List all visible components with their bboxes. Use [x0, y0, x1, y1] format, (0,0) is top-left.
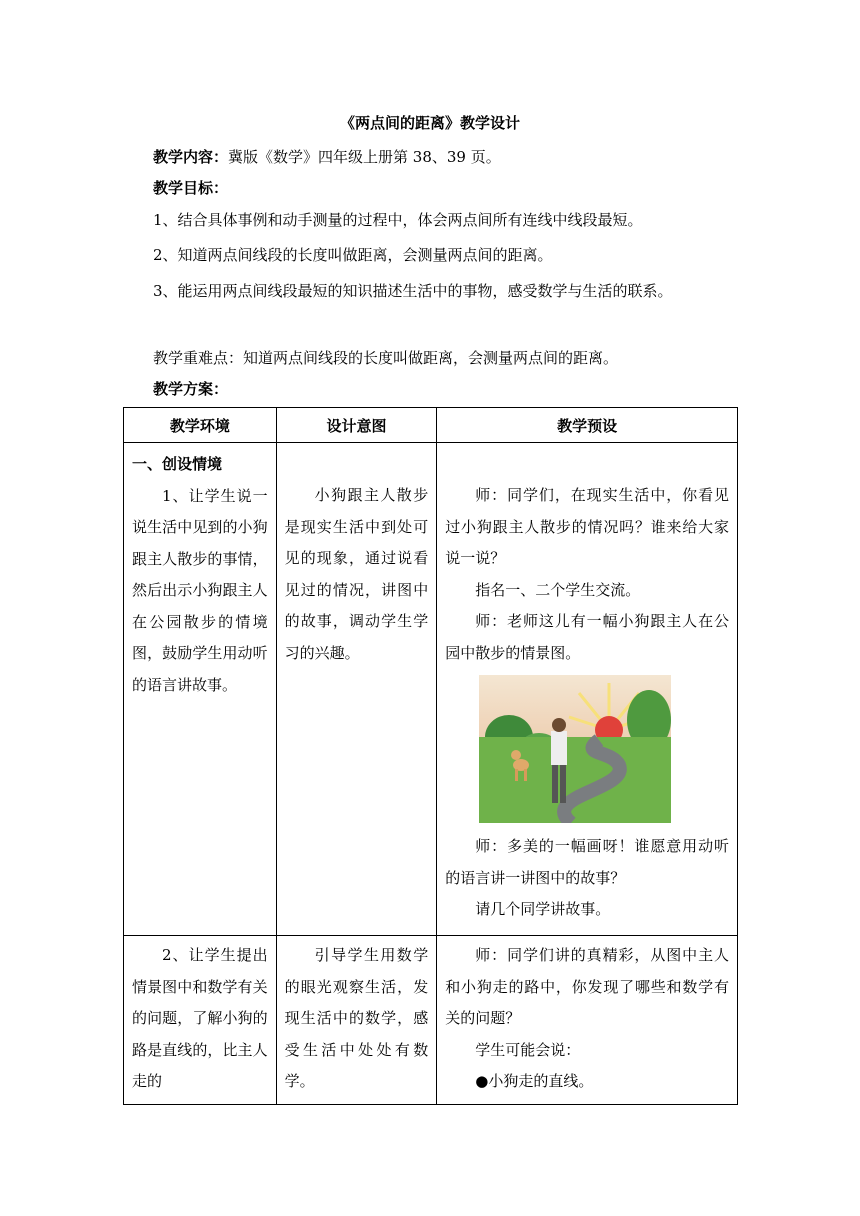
teaching-content: [123, 142, 743, 173]
pre2-text-1: 师：同学们讲的真精彩，从图中主人和小狗走的路中，你发现了哪些和数学有关的问题？: [445, 946, 729, 1027]
goal-item-1: 1、结合具体事例和动手测量的过程中，体会两点间所有连线中线段最短。: [153, 211, 643, 229]
pre2-text-2: 学生可能会说：: [475, 1040, 581, 1059]
pre-text-2: 指名一、二个学生交流。: [475, 580, 641, 599]
table-row: [124, 936, 738, 1105]
post-text-2: 请几个同学讲故事。: [475, 900, 611, 918]
goal-item-2: 2、知道两点间线段的长度叫做距离，会测量两点间的距离。: [153, 246, 553, 264]
plan-label: 教学方案：: [153, 380, 229, 398]
header-pre: 教学预设: [437, 408, 738, 443]
pre2-text-3: ●小狗走的直线。: [475, 1072, 594, 1090]
pre-text-1: 师：同学们，在现实生活中，你看见过小狗跟主人散步的情况吗？谁来给大家说一说？: [445, 486, 729, 567]
env-text-2: 2、让学生提出情景图中和数学有关的问题，了解小狗的路是直线的，比主人走的: [132, 946, 268, 1090]
content-label: 教学内容：: [153, 148, 229, 166]
document-title: 《两点间的距离》教学设计: [339, 114, 520, 132]
park-scene-image: [479, 675, 671, 823]
content-text: 冀版《数学》四年级上册第 38、39 页。: [228, 148, 501, 166]
section-heading: 一、创设情境: [132, 455, 223, 473]
intent-text: 小狗跟主人散步是现实生活中到处可见的现象，通过说看见过的情况，讲图中的故事，调动学生学习的兴趣。: [284, 486, 429, 662]
pre-text-3: 师：老师这儿有一幅小狗跟主人在公园中散步的情景图。: [445, 612, 729, 662]
intent-text-2: 引导学生用数学的眼光观察生活，发现生活中的数学，感受生活中处处有数学。: [284, 946, 429, 1090]
lesson-plan-table: [123, 407, 738, 1105]
header-intent: 设计意图: [276, 408, 437, 443]
key-points: 教学重难点：知道两点间线段的长度叫做距离，会测量两点间的距离。: [153, 349, 619, 367]
goals-label: 教学目标：: [153, 179, 229, 197]
goal-item-3: 3、能运用两点间线段最短的知识描述生活中的事物，感受数学与生活的联系。: [153, 282, 673, 300]
post-text-1: 师：多美的一幅画呀！谁愿意用动听的语言讲一讲图中的故事？: [445, 837, 729, 887]
header-env: 教学环境: [124, 408, 277, 443]
env-text: 1、让学生说一说生活中见到的小狗跟主人散步的事情，然后出示小狗跟主人在公园散步的情境图，鼓励学生用动听的语言讲故事。: [132, 486, 268, 694]
table-row: [124, 443, 738, 936]
table-header-row: [124, 408, 738, 443]
